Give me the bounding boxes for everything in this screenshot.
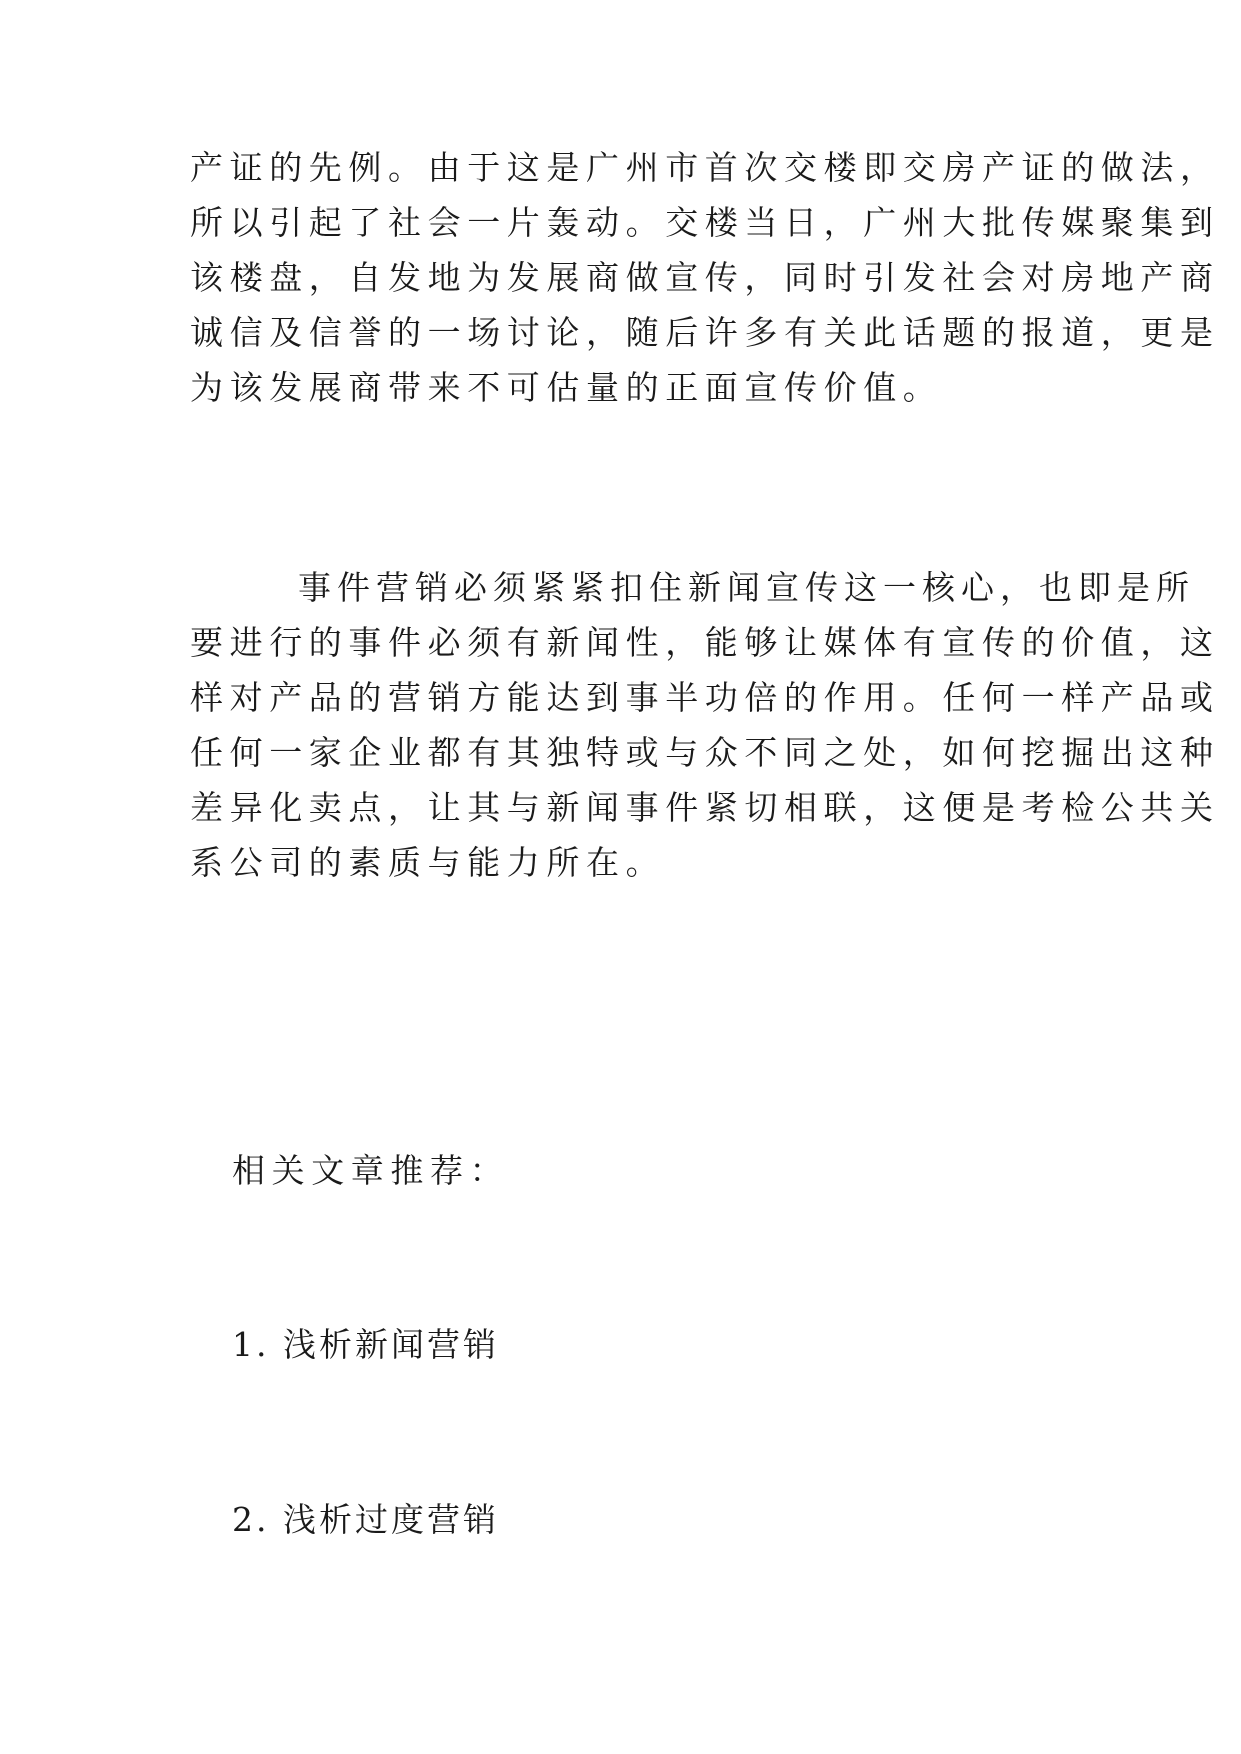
related-articles-heading: 相关文章推荐： xyxy=(232,1151,510,1190)
paragraph-line: 所以引起了社会一片轰动。交楼当日，广州大批传媒聚集到 xyxy=(190,203,1220,242)
related-article-link[interactable]: 1. 浅析新闻营销 xyxy=(232,1325,499,1364)
paragraph-line: 该楼盘，自发地为发展商做宣传，同时引发社会对房地产商 xyxy=(190,258,1220,297)
paragraph-line: 为该发展商带来不可估量的正面宣传价值。 xyxy=(190,368,943,407)
paragraph-line: 任何一家企业都有其独特或与众不同之处，如何挖掘出这种 xyxy=(190,733,1220,772)
paragraph-line: 差异化卖点，让其与新闻事件紧切相联，这便是考检公共关 xyxy=(190,788,1220,827)
paragraph-line: 产证的先例。由于这是广州市首次交楼即交房产证的做法， xyxy=(190,148,1220,187)
related-article-link[interactable]: 2. 浅析过度营销 xyxy=(232,1500,499,1539)
paragraph-line: 事件营销必须紧紧扣住新闻宣传这一核心，也即是所 xyxy=(298,568,1195,607)
paragraph-line: 系公司的素质与能力所在。 xyxy=(190,843,666,882)
paragraph-line: 诚信及信誉的一场讨论，随后许多有关此话题的报道，更是 xyxy=(190,313,1220,352)
paragraph-line: 要进行的事件必须有新闻性，能够让媒体有宣传的价值，这 xyxy=(190,623,1220,662)
paragraph-line: 样对产品的营销方能达到事半功倍的作用。任何一样产品或 xyxy=(190,678,1220,717)
